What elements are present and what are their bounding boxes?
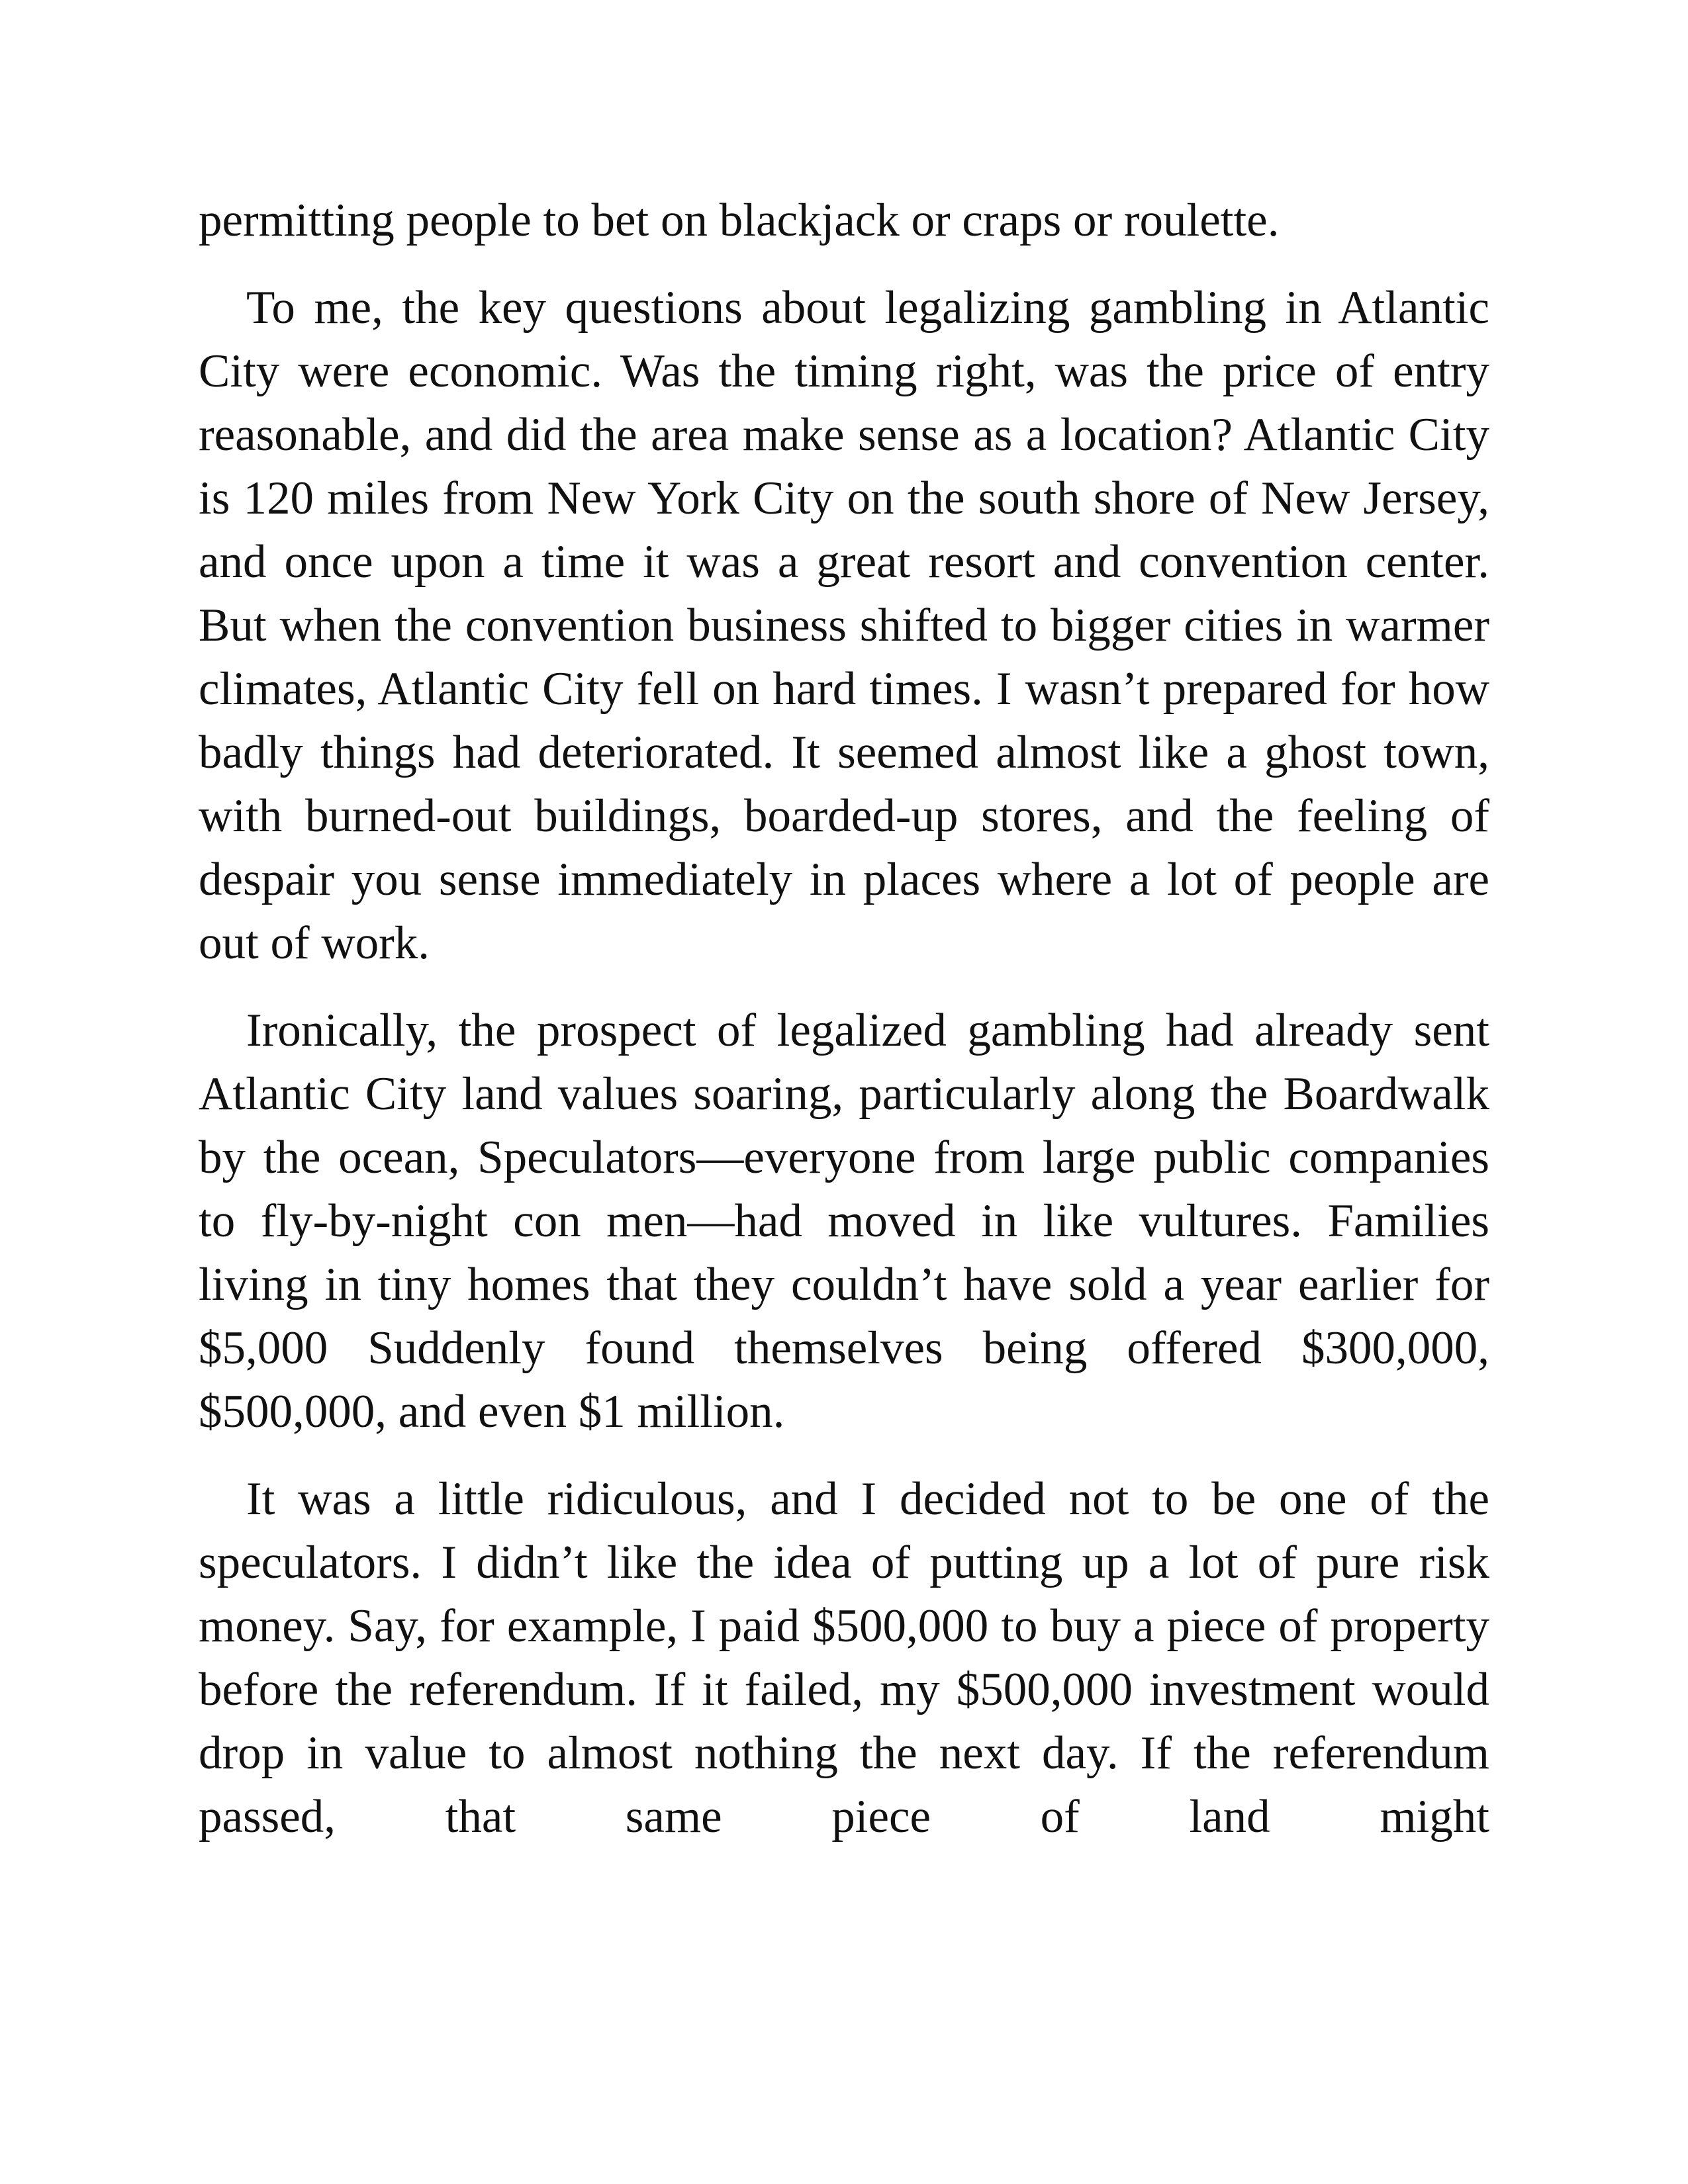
paragraph-continued: permitting people to bet on blackjack or craps or roulette. [199,195,1280,246]
paragraph: To me, the key questions about legalizing gambling in Atlantic City were economic. Was the timing right, was the price of entry reasonable, and did the area make sense as a location? Atlantic City is 120 miles from New York City on the south shore of New Jersey, and once upon a time it was a great resort and convention center. But when the convention business shifted to bigger cities in warmer climates, Atlantic City fell on hard times. I wasn’t prepared for how badly things had deteriorated. It seemed almost like a ghost town, with burned-out buildings, boarded-up stores, and the feeling of despair you sense immediately in places where a lot of people are out of work. [199,282,1489,969]
paragraph: It was a little ridiculous, and I decided not to be one of the speculators. I didn’t like the idea of putting up a lot of pure risk money. Say, for example, I paid $500,000 to buy a piece of property before the referendum. If it failed, my $500,000 investment would drop in value to almost nothing the next day. If the referendum passed, that same piece of land might [199,1473,1489,1843]
paragraph: Ironically, the prospect of legalized gambling had already sent Atlantic City land values soaring, particularly along the Boardwalk by the ocean, Speculators—everyone from large public companies to fly-by-night con men—had moved in like vultures. Families living in tiny homes that they couldn’t have sold a year earlier for $5,000 Suddenly found themselves being offered $300,000, $500,000, and even $1 million. [199,1005,1489,1437]
book-page [199,189,1489,1872]
